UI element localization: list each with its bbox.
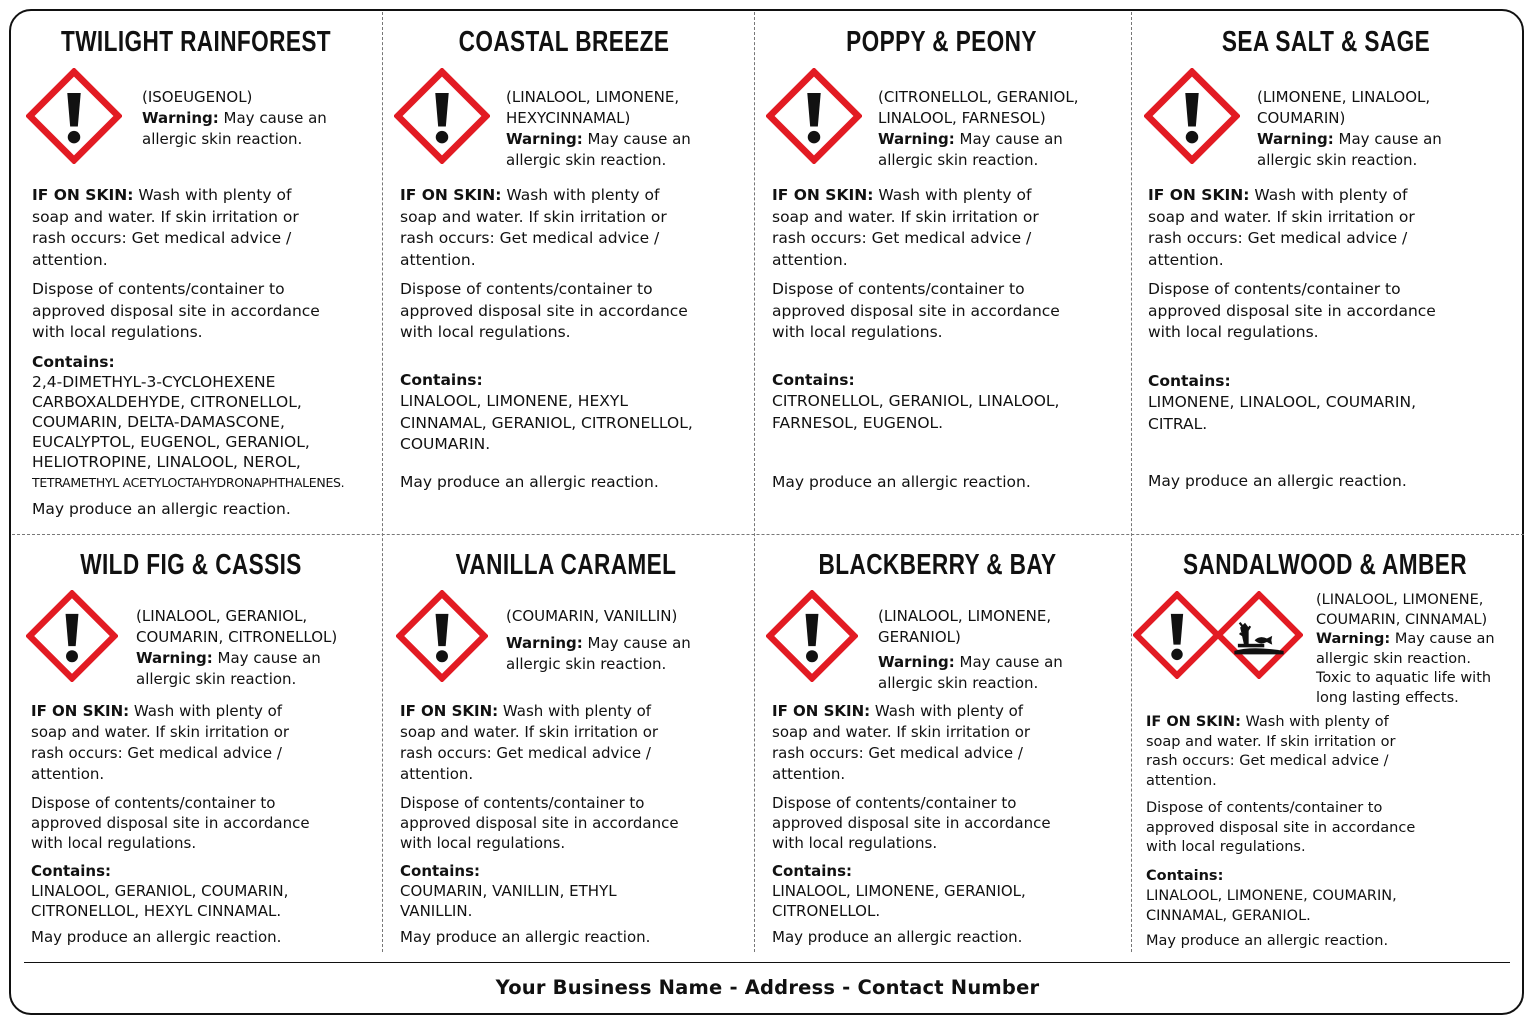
contains-label: Contains: bbox=[1146, 867, 1224, 884]
warning-text: May cause an bbox=[217, 649, 321, 667]
skin-line: Wash with plenty of bbox=[138, 186, 292, 204]
label-wild-fig-cassis bbox=[12, 535, 382, 960]
ingredients: (LINALOOL, LIMONENE, bbox=[1316, 592, 1484, 608]
ghs-exclamation-icon bbox=[396, 590, 488, 682]
skin-line: Wash with plenty of bbox=[1254, 186, 1408, 204]
ghs-environment-icon bbox=[1215, 591, 1303, 679]
hazard-statement bbox=[142, 87, 377, 150]
dispose-line: with local regulations. bbox=[772, 323, 943, 341]
warning-label: Warning: bbox=[136, 649, 213, 667]
warning-text: long lasting effects. bbox=[1316, 689, 1459, 706]
skin-line: rash occurs: Get medical advice / bbox=[400, 229, 660, 247]
disposal-instructions bbox=[772, 279, 1127, 344]
contains-line: TETRAMETHYL ACETYLOCTAHYDRONAPHTHALENES. bbox=[32, 474, 345, 490]
warning-text: allergic skin reaction. bbox=[136, 670, 297, 688]
contains-line: CINNAMAL, GERANIOL, CITRONELLOL, bbox=[400, 413, 693, 432]
skin-line: attention. bbox=[1148, 250, 1224, 269]
contains-line: CARBOXALDEHYDE, CITRONELLOL, bbox=[32, 392, 302, 411]
hazard-statement bbox=[1316, 591, 1521, 708]
dispose-line: with local regulations. bbox=[32, 323, 203, 341]
dispose-line: with local regulations. bbox=[31, 834, 197, 852]
dispose-line: Dispose of contents/container to bbox=[772, 280, 1025, 298]
skin-line: soap and water. If skin irritation or bbox=[772, 723, 1031, 741]
label-body bbox=[1148, 185, 1513, 501]
skin-instructions bbox=[400, 701, 750, 785]
allergic-note: May produce an allergic reaction. bbox=[400, 928, 651, 946]
warning-label: Warning: bbox=[878, 130, 955, 148]
contains-list bbox=[31, 861, 376, 921]
skin-line: Wash with plenty of bbox=[133, 702, 283, 720]
warning-text: May cause an bbox=[959, 653, 1063, 671]
dispose-line: with local regulations. bbox=[400, 834, 566, 852]
label-title: BLACKBERRY & BAY bbox=[818, 549, 1057, 581]
dispose-line: Dispose of contents/container to bbox=[32, 280, 285, 298]
disposal-instructions bbox=[32, 279, 377, 344]
dispose-line: with local regulations. bbox=[400, 323, 571, 341]
dispose-line: approved disposal site in accordance bbox=[400, 301, 688, 320]
dispose-line: Dispose of contents/container to bbox=[1146, 800, 1383, 816]
dispose-line: Dispose of contents/container to bbox=[400, 280, 653, 298]
warning-label: Warning: bbox=[506, 130, 583, 148]
skin-instructions bbox=[400, 185, 750, 271]
label-twilight-rainforest bbox=[12, 12, 382, 534]
ghs-exclamation-icon bbox=[766, 590, 858, 682]
skin-line: attention. bbox=[772, 250, 848, 269]
ingredients: (LINALOOL, LIMONENE, bbox=[506, 88, 680, 106]
disposal-instructions bbox=[772, 793, 1127, 853]
warning-text: allergic skin reaction. bbox=[1316, 650, 1471, 667]
contains-line: HELIOTROPINE, LINALOOL, NEROL, bbox=[32, 452, 301, 471]
dispose-line: Dispose of contents/container to bbox=[772, 794, 1017, 812]
skin-label: IF ON SKIN: bbox=[772, 702, 871, 720]
warning-text: allergic skin reaction. bbox=[506, 151, 667, 169]
ingredients: (ISOEUGENOL) bbox=[142, 88, 253, 106]
contains-label: Contains: bbox=[32, 352, 115, 371]
dispose-line: with local regulations. bbox=[1148, 323, 1319, 341]
dispose-line: approved disposal site in accordance bbox=[32, 301, 320, 320]
skin-line: attention. bbox=[772, 765, 846, 783]
contains-list bbox=[772, 861, 1127, 921]
dispose-line: Dispose of contents/container to bbox=[31, 794, 276, 812]
contains-line: COUMARIN, VANILLIN, ETHYL bbox=[400, 882, 617, 900]
hazard-statement bbox=[506, 87, 746, 171]
contains-label: Contains: bbox=[772, 862, 853, 880]
label-sea-salt-sage bbox=[1131, 12, 1521, 534]
skin-instructions bbox=[31, 701, 376, 785]
label-body bbox=[1146, 713, 1511, 959]
warning-label: Warning: bbox=[1257, 130, 1334, 148]
skin-line: rash occurs: Get medical advice / bbox=[400, 744, 651, 762]
dispose-line: approved disposal site in accordance bbox=[400, 814, 679, 832]
contains-line: LINALOOL, LIMONENE, HEXYL bbox=[400, 392, 628, 410]
dispose-line: with local regulations. bbox=[1146, 839, 1306, 855]
skin-instructions bbox=[1148, 185, 1513, 271]
contains-label: Contains: bbox=[1148, 371, 1231, 390]
skin-line: attention. bbox=[31, 765, 105, 783]
dispose-line: approved disposal site in accordance bbox=[1146, 819, 1416, 836]
ingredients: COUMARIN) bbox=[1257, 109, 1346, 127]
warning-text: allergic skin reaction. bbox=[506, 655, 667, 673]
warning-text: May cause an bbox=[959, 130, 1063, 148]
label-title: VANILLA CARAMEL bbox=[455, 549, 677, 581]
ingredients: (CITRONELLOL, GERANIOL, bbox=[878, 88, 1079, 106]
dispose-line: approved disposal site in accordance bbox=[772, 814, 1051, 832]
contains-line: CITRONELLOL, GERANIOL, LINALOOL, bbox=[772, 392, 1060, 410]
allergic-note: May produce an allergic reaction. bbox=[772, 928, 1023, 946]
contains-line: LINALOOL, LIMONENE, COUMARIN, bbox=[1146, 887, 1397, 904]
contains-list bbox=[400, 370, 750, 456]
contains-line: CITRONELLOL. bbox=[772, 902, 881, 920]
allergic-note: May produce an allergic reaction. bbox=[1148, 472, 1407, 490]
label-vanilla-caramel bbox=[382, 535, 754, 960]
ingredients: (LIMONENE, LINALOOL, bbox=[1257, 88, 1431, 106]
disposal-instructions bbox=[1146, 799, 1511, 858]
warning-label: Warning: bbox=[1316, 631, 1391, 647]
warning-text: allergic skin reaction. bbox=[142, 130, 303, 148]
label-body bbox=[400, 701, 750, 956]
contains-line: CINNAMAL, GERANIOL. bbox=[1146, 907, 1311, 924]
contains-line: 2,4-DIMETHYL-3-CYCLOHEXENE bbox=[32, 372, 276, 391]
ghs-exclamation-icon bbox=[1133, 591, 1221, 679]
hazard-statement bbox=[878, 87, 1123, 171]
contains-line: EUCALYPTOL, EUGENOL, GERANIOL, bbox=[32, 432, 310, 451]
skin-line: rash occurs: Get medical advice / bbox=[1146, 753, 1389, 769]
skin-label: IF ON SKIN: bbox=[1148, 186, 1250, 204]
contains-line: COUMARIN, DELTA-DAMASCONE, bbox=[32, 412, 285, 431]
dispose-line: approved disposal site in accordance bbox=[772, 301, 1060, 320]
skin-instructions bbox=[32, 185, 377, 271]
dispose-line: with local regulations. bbox=[772, 834, 938, 852]
skin-line: soap and water. If skin irritation or bbox=[1146, 733, 1396, 750]
ingredients: (COUMARIN, VANILLIN) bbox=[506, 607, 678, 625]
warning-label: Warning: bbox=[506, 634, 583, 652]
hazard-statement bbox=[506, 606, 746, 675]
contains-list bbox=[1146, 866, 1511, 926]
skin-label: IF ON SKIN: bbox=[400, 186, 502, 204]
warning-text: May cause an bbox=[1338, 130, 1442, 148]
skin-line: rash occurs: Get medical advice / bbox=[31, 744, 282, 762]
skin-instructions bbox=[1146, 713, 1511, 791]
skin-label: IF ON SKIN: bbox=[772, 186, 874, 204]
warning-text: May cause an bbox=[587, 130, 691, 148]
ingredients: (LINALOOL, LIMONENE, bbox=[878, 607, 1052, 625]
warning-text: Toxic to aquatic life with bbox=[1316, 670, 1492, 686]
skin-line: soap and water. If skin irritation or bbox=[400, 723, 659, 741]
label-body bbox=[32, 185, 377, 528]
ingredients: HEXYCINNAMAL) bbox=[506, 109, 631, 127]
skin-line: soap and water. If skin irritation or bbox=[400, 207, 667, 226]
skin-label: IF ON SKIN: bbox=[400, 702, 499, 720]
skin-line: soap and water. If skin irritation or bbox=[31, 723, 290, 741]
skin-line: Wash with plenty of bbox=[874, 702, 1024, 720]
ghs-exclamation-icon bbox=[26, 68, 122, 164]
contains-label: Contains: bbox=[400, 370, 483, 389]
label-title: POPPY & PEONY bbox=[846, 26, 1037, 58]
skin-line: soap and water. If skin irritation or bbox=[1148, 207, 1415, 226]
contains-list bbox=[1148, 371, 1513, 436]
contains-line: CITRAL. bbox=[1148, 414, 1208, 433]
allergic-note: May produce an allergic reaction. bbox=[400, 472, 659, 491]
label-poppy-peony bbox=[754, 12, 1131, 534]
label-title: WILD FIG & CASSIS bbox=[80, 549, 302, 581]
ingredients: COUMARIN, CITRONELLOL) bbox=[136, 628, 338, 646]
contains-line: LINALOOL, GERANIOL, COUMARIN, bbox=[31, 882, 289, 900]
dispose-line: Dispose of contents/container to bbox=[400, 794, 645, 812]
skin-instructions bbox=[772, 185, 1127, 271]
skin-line: rash occurs: Get medical advice / bbox=[772, 229, 1032, 247]
ingredients: COUMARIN, CINNAMAL) bbox=[1316, 611, 1488, 628]
disposal-instructions bbox=[1148, 279, 1513, 344]
skin-line: Wash with plenty of bbox=[502, 702, 652, 720]
skin-line: rash occurs: Get medical advice / bbox=[772, 744, 1023, 762]
business-footer: Your Business Name - Address - Contact Number bbox=[495, 976, 1040, 999]
skin-label: IF ON SKIN: bbox=[31, 702, 130, 720]
warning-text: May cause an bbox=[223, 109, 327, 127]
warning-label: Warning: bbox=[142, 109, 219, 127]
skin-line: rash occurs: Get medical advice / bbox=[32, 229, 292, 247]
contains-label: Contains: bbox=[31, 862, 112, 880]
label-title: TWILIGHT RAINFOREST bbox=[60, 26, 332, 58]
label-body bbox=[31, 701, 376, 956]
skin-line: attention. bbox=[400, 765, 474, 783]
contains-line: FARNESOL, EUGENOL. bbox=[772, 413, 944, 432]
contains-line: VANILLIN. bbox=[400, 902, 473, 920]
contains-label: Contains: bbox=[772, 370, 855, 389]
contains-list bbox=[772, 370, 1127, 435]
hazard-statement bbox=[878, 606, 1123, 694]
contains-label: Contains: bbox=[400, 862, 481, 880]
skin-line: soap and water. If skin irritation or bbox=[772, 207, 1039, 226]
disposal-instructions bbox=[400, 279, 750, 344]
skin-line: Wash with plenty of bbox=[1245, 714, 1389, 730]
disposal-instructions bbox=[31, 793, 376, 853]
allergic-note: May produce an allergic reaction. bbox=[31, 928, 282, 946]
ingredients: (LINALOOL, GERANIOL, bbox=[136, 607, 308, 625]
skin-line: rash occurs: Get medical advice / bbox=[1148, 229, 1408, 247]
dispose-line: approved disposal site in accordance bbox=[1148, 301, 1436, 320]
ingredients: LINALOOL, FARNESOL) bbox=[878, 109, 1046, 127]
warning-text: allergic skin reaction. bbox=[1257, 151, 1418, 169]
label-sandalwood-amber bbox=[1131, 535, 1521, 960]
ghs-exclamation-icon bbox=[26, 590, 118, 682]
warning-text: May cause an bbox=[587, 634, 691, 652]
allergic-note: May produce an allergic reaction. bbox=[32, 499, 291, 518]
warning-label: Warning: bbox=[878, 653, 955, 671]
skin-line: Wash with plenty of bbox=[878, 186, 1032, 204]
skin-label: IF ON SKIN: bbox=[1146, 714, 1241, 730]
ghs-exclamation-icon bbox=[394, 68, 490, 164]
hazard-statement bbox=[1257, 87, 1512, 171]
contains-list bbox=[32, 352, 377, 493]
label-title: SANDALWOOD & AMBER bbox=[1183, 549, 1467, 581]
allergic-note: May produce an allergic reaction. bbox=[772, 473, 1031, 491]
contains-list bbox=[400, 861, 750, 921]
skin-line: attention. bbox=[400, 250, 476, 269]
hazard-statement bbox=[136, 606, 376, 690]
skin-line: attention. bbox=[1146, 772, 1217, 789]
contains-line: LINALOOL, LIMONENE, GERANIOL, bbox=[772, 882, 1026, 900]
footer-rule bbox=[24, 962, 1510, 963]
label-title: COASTAL BREEZE bbox=[458, 26, 670, 58]
ingredients: GERANIOL) bbox=[878, 628, 961, 646]
skin-label: IF ON SKIN: bbox=[32, 186, 134, 204]
contains-line: LIMONENE, LINALOOL, COUMARIN, bbox=[1148, 393, 1416, 411]
contains-line: CITRONELLOL, HEXYL CINNAMAL. bbox=[31, 902, 282, 920]
ghs-exclamation-icon bbox=[1144, 68, 1240, 164]
skin-instructions bbox=[772, 701, 1127, 785]
dispose-line: Dispose of contents/container to bbox=[1148, 280, 1401, 298]
label-body bbox=[772, 185, 1127, 502]
label-blackberry-bay bbox=[754, 535, 1131, 960]
label-body bbox=[400, 185, 750, 501]
skin-line: soap and water. If skin irritation or bbox=[32, 207, 299, 226]
allergic-note: May produce an allergic reaction. bbox=[1146, 932, 1389, 949]
warning-text: allergic skin reaction. bbox=[878, 151, 1039, 169]
warning-text: allergic skin reaction. bbox=[878, 674, 1039, 692]
label-coastal-breeze bbox=[382, 12, 754, 534]
ghs-exclamation-icon bbox=[766, 68, 862, 164]
label-title: SEA SALT & SAGE bbox=[1221, 26, 1431, 58]
disposal-instructions bbox=[400, 793, 750, 853]
skin-line: attention. bbox=[32, 250, 108, 269]
skin-line: Wash with plenty of bbox=[506, 186, 660, 204]
dispose-line: approved disposal site in accordance bbox=[31, 814, 310, 832]
contains-line: COUMARIN. bbox=[400, 435, 491, 453]
label-body bbox=[772, 701, 1127, 956]
warning-text: May cause an bbox=[1394, 631, 1495, 647]
